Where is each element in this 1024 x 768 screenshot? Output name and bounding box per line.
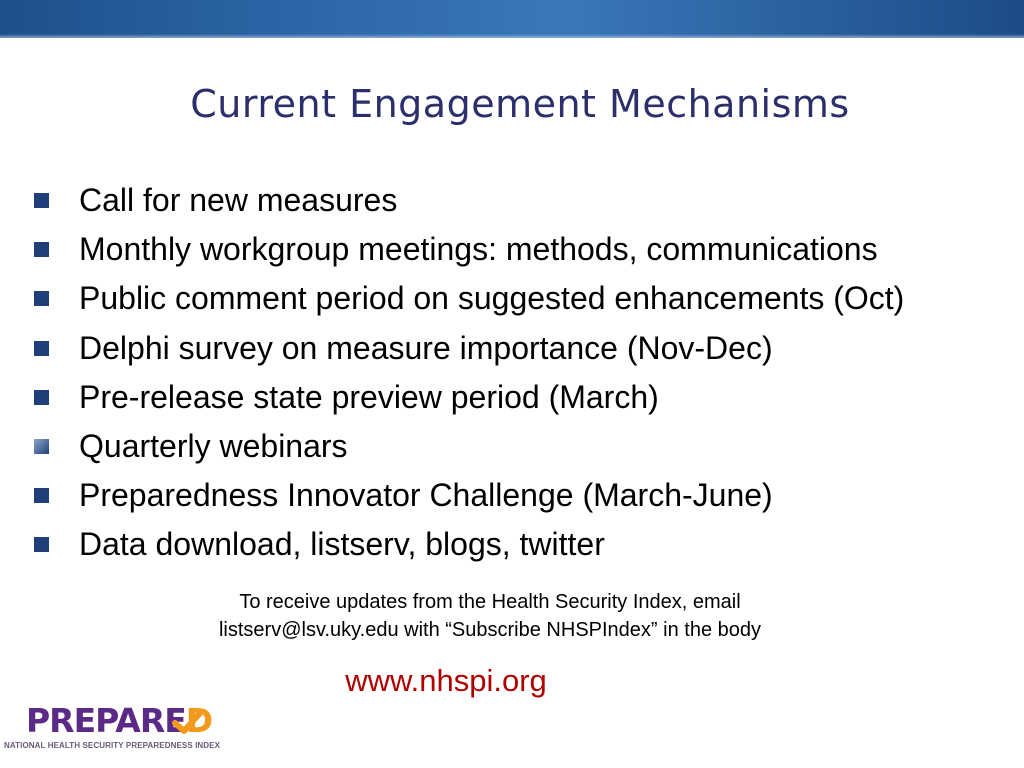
top-banner: [0, 0, 1024, 38]
bullet-text: Data download, listserv, blogs, twitter: [79, 526, 605, 563]
website-link[interactable]: www.nhspi.org: [345, 663, 547, 698]
logo-wordmark: PREPARED: [26, 701, 213, 740]
subscribe-footnote: [0, 588, 980, 644]
bullet-text: Preparedness Innovator Challenge (March-June): [79, 477, 773, 514]
square-bullet-icon: [34, 390, 49, 405]
square-bullet-icon: [34, 488, 49, 503]
bullet-list: [34, 176, 904, 570]
square-bullet-icon: [34, 242, 49, 257]
list-item: [34, 176, 904, 225]
list-item: [34, 520, 904, 569]
list-item: [34, 324, 904, 373]
square-bullet-icon: [34, 439, 49, 454]
bullet-text: Quarterly webinars: [79, 428, 348, 465]
bullet-text: Pre-release state preview period (March): [79, 378, 659, 415]
list-item: [34, 225, 904, 274]
slide-title: Current Engagement Mechanisms: [190, 82, 850, 126]
checkmark-icon: [172, 708, 204, 736]
square-bullet-icon: [34, 341, 49, 356]
list-item: [34, 471, 904, 520]
list-item: [34, 373, 904, 422]
prepared-logo: [4, 702, 234, 754]
square-bullet-icon: [34, 291, 49, 306]
bullet-text: Monthly workgroup meetings: methods, communications: [79, 231, 878, 268]
bullet-text: Call for new measures: [79, 182, 398, 219]
footnote-line: To receive updates from the Health Security Index, email: [239, 591, 741, 613]
footnote-line: listserv@lsv.uky.edu with “Subscribe NHSPIndex” in the body: [218, 619, 761, 641]
list-item: [34, 422, 904, 471]
logo-tagline: NATIONAL HEALTH SECURITY PREPAREDNESS INDEX: [4, 741, 221, 750]
bullet-text: Public comment period on suggested enhancements (Oct): [79, 280, 905, 317]
square-bullet-icon: [34, 193, 49, 208]
square-bullet-icon: [34, 537, 49, 552]
list-item: [34, 274, 904, 323]
bullet-text: Delphi survey on measure importance (Nov-Dec): [79, 329, 773, 366]
